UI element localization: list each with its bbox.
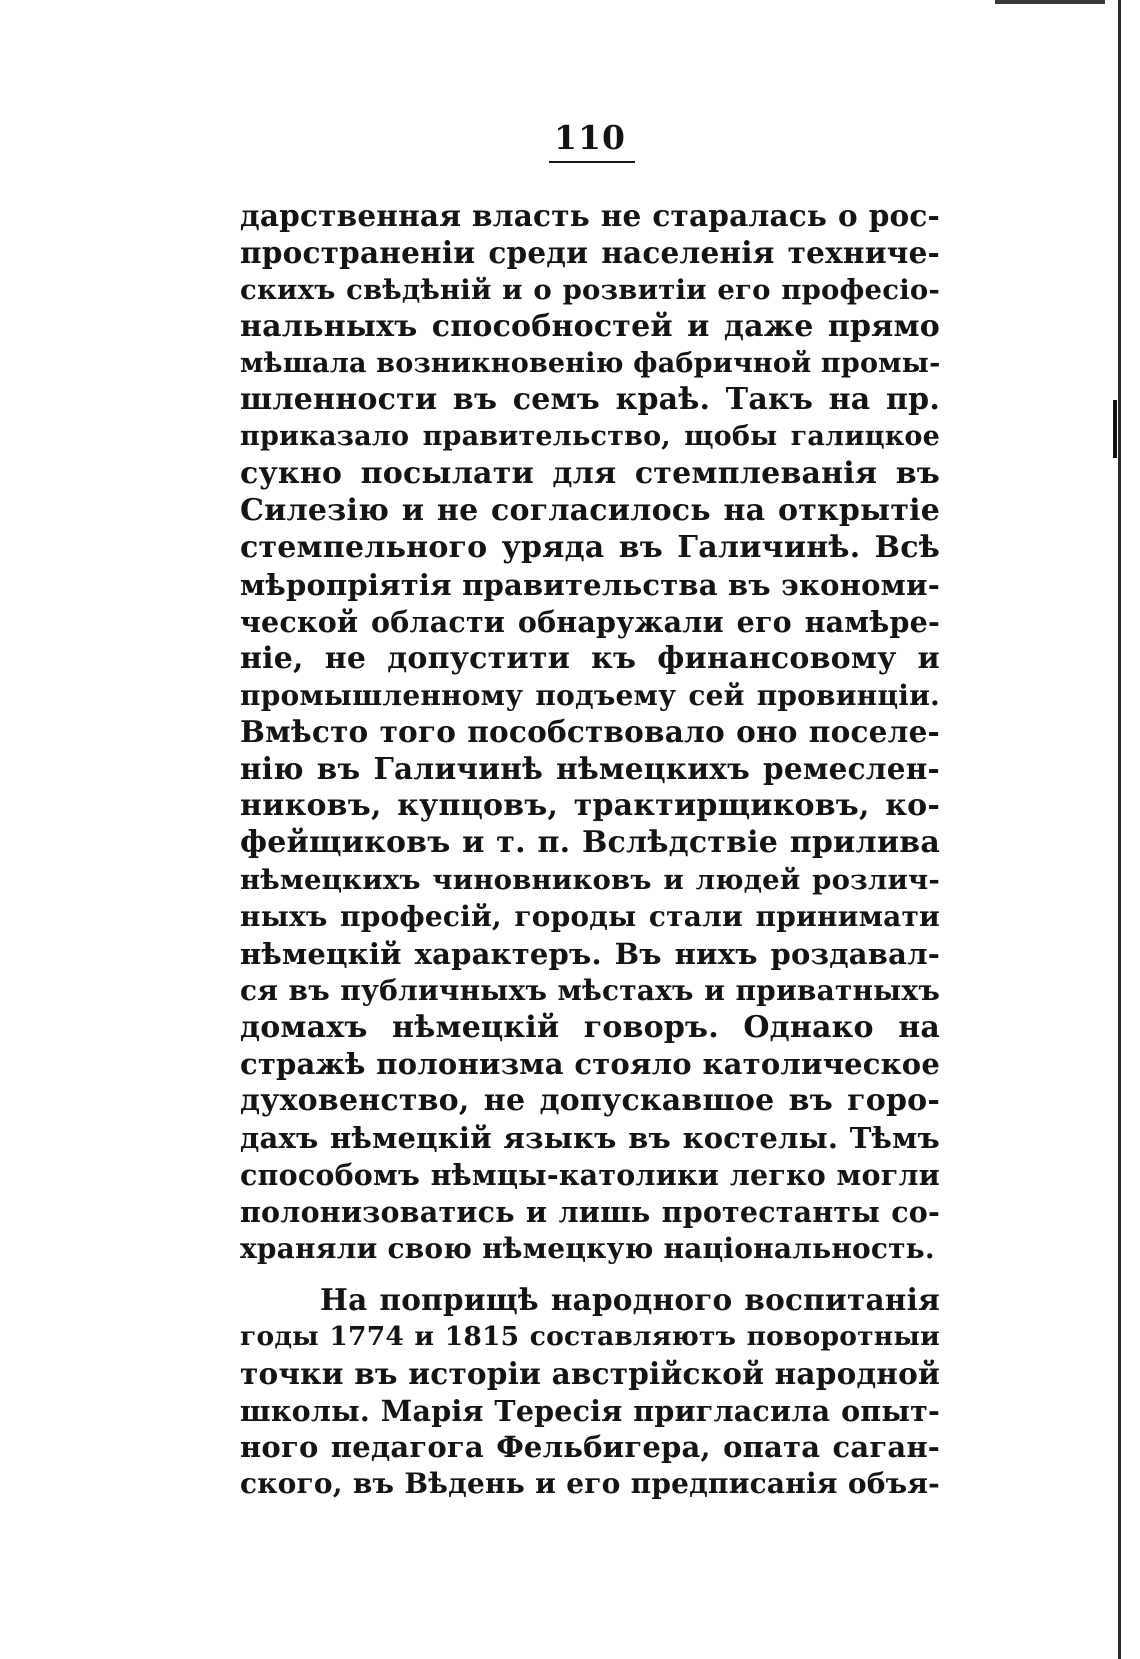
- text-line: Вмѣсто того пособствовало оно поселе-: [240, 714, 940, 750]
- text-line: нію въ Галичинѣ нѣмецкихъ ремеслен-: [240, 751, 940, 787]
- text-line: шленности въ семъ краѣ. Такъ на пр.: [240, 382, 940, 418]
- text-line: дарственная власть не старалась о рос-: [240, 198, 940, 233]
- text-line: ся въ публичныхъ мѣстахъ и приватныхъ: [240, 973, 940, 1007]
- paragraph-1: [240, 198, 940, 1268]
- text-line: нѣмецкій характеръ. Въ нихъ роздавал-: [240, 936, 940, 971]
- text-line: стражѣ полонизма стояло католическое: [240, 1047, 940, 1082]
- scan-edge-top: [995, 0, 1105, 4]
- text-line: На поприщѣ народного воспитанія: [320, 1281, 940, 1317]
- text-line: пространеніи среди населенія техниче-: [240, 234, 940, 270]
- text-line: сукно посылати для стемплеванія въ: [240, 456, 940, 492]
- text-line: точки въ исторіи австрійской народной: [240, 1355, 940, 1391]
- text-line: дахъ нѣмецкій языкъ въ костелы. Тѣмъ: [240, 1121, 940, 1156]
- text-line: полонизоватись и лишь протестанты со-: [240, 1195, 940, 1230]
- text-line: Силезію и не согласилось на открытіе: [240, 493, 940, 529]
- text-line: нальныхъ способностей и даже прямо: [240, 308, 940, 344]
- text-line: ного педагога Фельбигера, опата саган-: [240, 1430, 940, 1465]
- page-number-rule: [549, 161, 635, 163]
- scan-edge-right: [1118, 0, 1121, 1659]
- margin-mark: [1113, 400, 1117, 458]
- text-line: промышленному подъему сей провинціи.: [240, 678, 940, 712]
- paragraph-2: [240, 1282, 940, 1503]
- text-line: ныхъ професій, городы стали принимати: [240, 899, 940, 933]
- text-line: нѣмецкихъ чиновниковъ и людей розлич-: [240, 864, 940, 897]
- text-line: мѣропріятія правительства въ экономи-: [240, 567, 940, 602]
- paragraph-gap: [240, 1268, 940, 1282]
- text-line: стемпельного уряда въ Галичинѣ. Всѣ: [240, 530, 940, 566]
- text-line: мѣшала возникновенію фабричной промы-: [240, 347, 940, 379]
- text-line: годы 1774 и 1815 составляютъ поворотныи: [240, 1320, 940, 1352]
- text-line: храняли свою нѣмецкую національность.: [240, 1231, 935, 1265]
- body-text: [240, 198, 940, 1503]
- page-number: 110: [554, 118, 626, 157]
- text-line: никовъ, купцовъ, трактирщиковъ, ко-: [240, 788, 940, 824]
- text-line: способомъ нѣмцы-католики легко могли: [240, 1158, 940, 1193]
- text-line: фейщиковъ и т. п. Вслѣдствіе прилива: [240, 825, 940, 861]
- text-line: скихъ свѣдѣній и о розвитіи его професіо-: [240, 273, 940, 306]
- text-line: ского, въ Вѣдень и его предписанія объя-: [240, 1467, 940, 1501]
- text-line: духовенство, не допускавшое въ горо-: [240, 1083, 940, 1119]
- text-line: ческой области обнаружали его намѣре-: [240, 604, 940, 639]
- text-line: ніе, не допустити къ финансовому и: [240, 640, 940, 676]
- text-line: школы. Марія Тересія пригласила опыт-: [240, 1393, 940, 1428]
- text-line: приказало правительство, щобы галицкое: [240, 421, 940, 453]
- text-line: домахъ нѣмецкій говоръ. Однако на: [240, 1009, 940, 1045]
